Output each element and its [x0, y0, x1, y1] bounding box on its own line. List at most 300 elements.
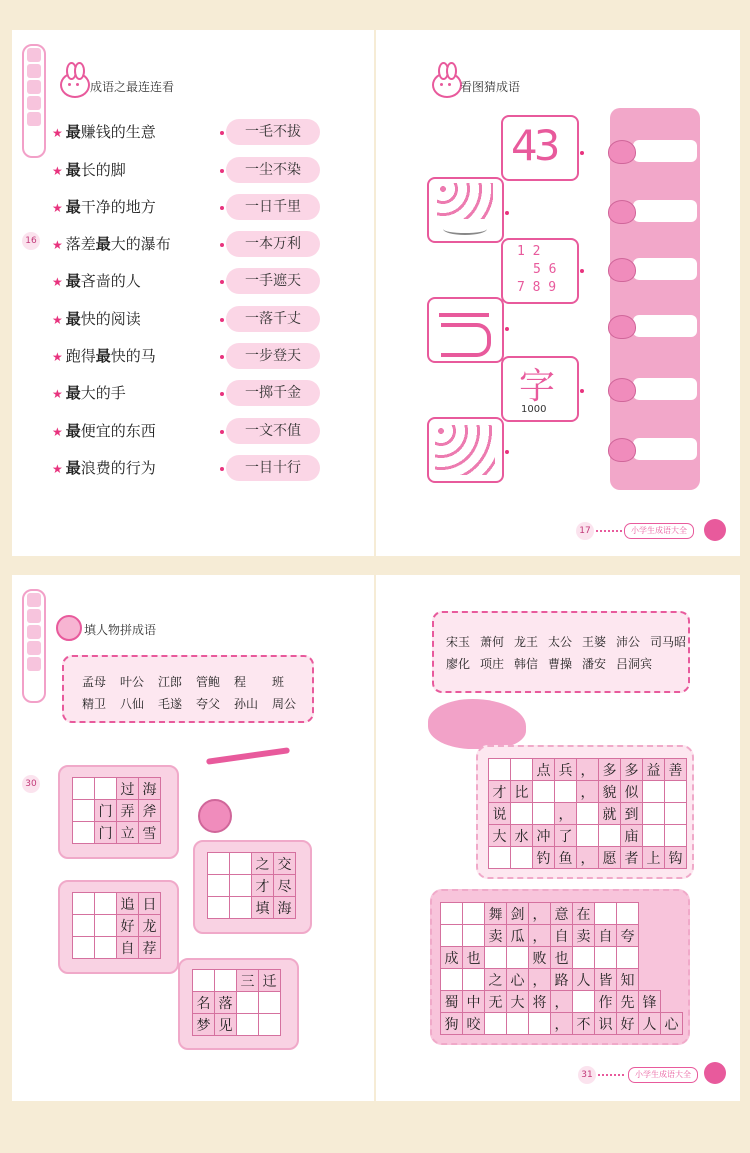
grid-cell: 败: [529, 947, 551, 969]
dog-icon: [608, 438, 636, 462]
clue-item[interactable]: [52, 420, 156, 441]
grid-cell: 兵: [555, 759, 577, 781]
dot: [580, 151, 584, 155]
grid-cell[interactable]: [463, 903, 485, 925]
grid-cell: 过: [117, 778, 139, 800]
grid-cell[interactable]: [208, 897, 230, 919]
grid-cell: 说: [489, 803, 511, 825]
star-icon: ★: [52, 313, 63, 327]
grid-cell: 立: [117, 822, 139, 844]
picture-43-text: 43: [511, 121, 557, 170]
grid-cell[interactable]: [463, 969, 485, 991]
star-icon: ★: [52, 350, 63, 364]
grid-cell[interactable]: [73, 915, 95, 937]
idiom-grid-a: [488, 758, 687, 869]
name-item: 王婆: [582, 635, 607, 649]
dot: [505, 450, 509, 454]
clue-item[interactable]: [52, 159, 126, 180]
grid-cell: 冲: [533, 825, 555, 847]
name-item: 江郎: [158, 675, 183, 689]
grid-cell: 人: [639, 1013, 661, 1035]
grid-cell[interactable]: [573, 991, 595, 1013]
answer-pill[interactable]: 一本万利: [226, 231, 320, 257]
dot: [505, 327, 509, 331]
grid-cell[interactable]: [595, 947, 617, 969]
name-item: 八仙: [120, 697, 145, 711]
grid-cell: 先: [617, 991, 639, 1013]
answer-slot[interactable]: [633, 258, 697, 280]
grid-cell[interactable]: [237, 992, 259, 1014]
answer-pill[interactable]: 一毛不拔: [226, 119, 320, 145]
clue-bold: 最: [65, 198, 81, 216]
grid-cell: 多: [599, 759, 621, 781]
star-icon: ★: [52, 425, 63, 439]
monkey-icon: [198, 799, 232, 833]
clue-post: 干净的地方: [80, 198, 156, 216]
clue-bold: 最: [95, 235, 111, 253]
page-number: 30: [22, 775, 40, 793]
grid-cell: 中: [463, 991, 485, 1013]
grid-cell: 名: [193, 992, 215, 1014]
grid-cell: 善: [665, 759, 687, 781]
names-box: [432, 611, 690, 693]
grid-cell: 落: [215, 992, 237, 1014]
name-item: 廖化: [446, 657, 471, 671]
clue-item[interactable]: [52, 233, 171, 254]
grid-cell: 填: [252, 897, 274, 919]
grid-cell[interactable]: [73, 778, 95, 800]
grid-cell: 貌: [599, 781, 621, 803]
grid-cell[interactable]: [595, 903, 617, 925]
clue-bold: 最: [65, 384, 81, 402]
page-title: 填人物拼成语: [84, 623, 157, 637]
name-item: 叶公: [120, 675, 145, 689]
clue-item[interactable]: [52, 345, 156, 366]
name-item: 宋玉: [446, 635, 471, 649]
grid-cell: 心: [507, 969, 529, 991]
answer-pill[interactable]: 一掷千金: [226, 380, 320, 406]
dot: [580, 389, 584, 393]
grid-cell[interactable]: [577, 803, 599, 825]
clue-post: 赚钱的生意: [80, 123, 156, 141]
numbers-row-1: 1 2: [517, 244, 541, 259]
grid-cell: ，: [551, 991, 573, 1013]
grid-cell: 作: [595, 991, 617, 1013]
clue-pre: 落差: [65, 235, 96, 253]
idiom-grid-1: [72, 777, 161, 844]
grid-cell: 识: [595, 1013, 617, 1035]
grid-cell[interactable]: [441, 969, 463, 991]
grid-cell: 狗: [441, 1013, 463, 1035]
grid-cell: 之: [485, 969, 507, 991]
picture-cows-2: [427, 417, 504, 483]
clue-item[interactable]: [52, 270, 141, 291]
grid-cell: 也: [463, 947, 485, 969]
page-title: 成语之最连连看: [90, 80, 175, 94]
grid-cell: 门: [95, 800, 117, 822]
page-title: 看图猜成语: [460, 80, 521, 94]
grid-cell[interactable]: [441, 925, 463, 947]
answer-pill[interactable]: 一尘不染: [226, 157, 320, 183]
grid-cell[interactable]: [665, 825, 687, 847]
clue-pre: 跑得: [65, 347, 96, 365]
grid-cell: 弄: [117, 800, 139, 822]
grid-cell: 到: [621, 803, 643, 825]
name-item: 潘安: [582, 657, 607, 671]
picture-char: [501, 356, 579, 422]
clue-post: 快的阅读: [80, 310, 141, 328]
footer-label: 小学生成语大全: [628, 1067, 698, 1083]
grid-cell: 成: [441, 947, 463, 969]
name-item: 曹操: [548, 657, 573, 671]
grid-cell: 海: [274, 897, 296, 919]
cow-heads-icon: [435, 425, 495, 475]
page-number: 17: [576, 522, 594, 540]
grid-cell: 之: [252, 853, 274, 875]
grid-cell: 上: [643, 847, 665, 869]
name-item: 孟母: [82, 675, 107, 689]
clue-post: 浪费的行为: [80, 459, 156, 477]
grid-cell: 海: [139, 778, 161, 800]
answer-pill[interactable]: 一目十行: [226, 455, 320, 481]
name-item: 太公: [548, 635, 573, 649]
dot: [220, 467, 224, 471]
grid-cell: 知: [617, 969, 639, 991]
grid-cell: 钩: [665, 847, 687, 869]
clue-item[interactable]: [52, 308, 141, 329]
grid-cell[interactable]: [73, 800, 95, 822]
star-icon: ★: [52, 275, 63, 289]
grid-cell[interactable]: [485, 947, 507, 969]
clue-post: 长的脚: [80, 161, 126, 179]
grid-cell: 龙: [139, 915, 161, 937]
dot: [220, 318, 224, 322]
grid-cell[interactable]: [441, 903, 463, 925]
grid-cell: 皆: [595, 969, 617, 991]
answer-slot[interactable]: [633, 315, 697, 337]
clue-bold: 最: [65, 161, 81, 179]
clue-item[interactable]: [52, 196, 156, 217]
grid-cell[interactable]: [511, 803, 533, 825]
dog-icon: [608, 315, 636, 339]
grid-cell[interactable]: [95, 778, 117, 800]
dot: [220, 131, 224, 135]
grid-cell: 卖: [573, 925, 595, 947]
grid-cell[interactable]: [230, 853, 252, 875]
grid-cell: 点: [533, 759, 555, 781]
lion-logo-icon: [704, 1062, 726, 1084]
clue-post: 大的手: [80, 384, 126, 402]
dot: [220, 280, 224, 284]
answer-slot[interactable]: [633, 378, 697, 400]
dog-icon: [608, 258, 636, 282]
grid-cell[interactable]: [599, 825, 621, 847]
picture-43: [501, 115, 579, 181]
page-number: 16: [22, 232, 40, 250]
grid-cell: ，: [529, 969, 551, 991]
grid-cell[interactable]: [259, 1014, 281, 1036]
star-icon: ★: [52, 387, 63, 401]
grid-cell: ，: [529, 903, 551, 925]
grid-cell: 多: [621, 759, 643, 781]
grid-cell[interactable]: [489, 847, 511, 869]
clue-item[interactable]: [52, 457, 156, 478]
clue-item[interactable]: [52, 121, 156, 142]
name-item: 吕洞宾: [616, 657, 653, 671]
grid-cell[interactable]: [573, 947, 595, 969]
star-icon: ★: [52, 201, 63, 215]
grid-cell[interactable]: [643, 781, 665, 803]
name-item: 司马昭: [650, 635, 687, 649]
name-item: 萧何: [480, 635, 505, 649]
grid-cell: 比: [511, 781, 533, 803]
grid-cell[interactable]: [259, 992, 281, 1014]
answer-pill[interactable]: 一文不值: [226, 418, 320, 444]
grid-cell[interactable]: [665, 803, 687, 825]
grass-icon: [443, 223, 487, 235]
grid-cell: 尽: [274, 875, 296, 897]
dot: [220, 430, 224, 434]
clue-item[interactable]: [52, 382, 126, 403]
dog-icon: [608, 140, 636, 164]
grid-cell[interactable]: [617, 903, 639, 925]
dot: [220, 169, 224, 173]
chapter-tab: [22, 44, 46, 158]
grid-cell: ，: [577, 847, 599, 869]
grid-cell[interactable]: [485, 1013, 507, 1035]
dog-icon: [608, 200, 636, 224]
grid-cell: 不: [573, 1013, 595, 1035]
page-number: 31: [578, 1066, 596, 1084]
clue-bold: 最: [65, 459, 81, 477]
grid-cell[interactable]: [489, 759, 511, 781]
grid-cell[interactable]: [555, 781, 577, 803]
grid-cell[interactable]: [507, 947, 529, 969]
grid-cell: 了: [555, 825, 577, 847]
grid-cell: 门: [95, 822, 117, 844]
cow-heads-icon: [437, 183, 493, 219]
dot: [220, 392, 224, 396]
grid-cell: ，: [577, 781, 599, 803]
answer-slot[interactable]: [633, 438, 697, 460]
name-item: 沛公: [616, 635, 641, 649]
grid-cell[interactable]: [463, 925, 485, 947]
picture-cows: [427, 177, 504, 243]
grid-cell: 就: [599, 803, 621, 825]
grid-cell: 在: [573, 903, 595, 925]
grid-cell: ，: [529, 925, 551, 947]
grid-cell[interactable]: [529, 1013, 551, 1035]
grid-cell[interactable]: [533, 781, 555, 803]
grid-cell: 迁: [259, 970, 281, 992]
grid-cell: 卖: [485, 925, 507, 947]
grid-cell[interactable]: [230, 897, 252, 919]
answer-pill[interactable]: 一手遮天: [226, 268, 320, 294]
grid-cell[interactable]: [577, 825, 599, 847]
grid-cell: 心: [661, 1013, 683, 1035]
clue-bold: 最: [95, 347, 111, 365]
clue-post: 便宜的东西: [80, 422, 156, 440]
grid-cell[interactable]: [507, 1013, 529, 1035]
idiom-grid-3: [72, 892, 161, 959]
grid-cell: 大: [507, 991, 529, 1013]
chapter-tab: [22, 589, 46, 703]
name-item: 孙山: [234, 697, 259, 711]
star-icon: ★: [52, 126, 63, 140]
grid-cell: 日: [139, 893, 161, 915]
rotated-m-shape: [441, 323, 491, 357]
grid-cell: 人: [573, 969, 595, 991]
grid-cell: 斧: [139, 800, 161, 822]
grid-cell: 好: [117, 915, 139, 937]
thousand-text: 1000: [521, 404, 547, 415]
idiom-grid-4: [192, 969, 281, 1036]
footer-label: 小学生成语大全: [624, 523, 694, 539]
grid-cell: 者: [621, 847, 643, 869]
dog-icon: [608, 378, 636, 402]
grid-cell: 将: [529, 991, 551, 1013]
name-item: 程: [234, 675, 247, 689]
grid-cell: 才: [252, 875, 274, 897]
name-item: 夸父: [196, 697, 221, 711]
grid-cell: 见: [215, 1014, 237, 1036]
grid-cell[interactable]: [230, 875, 252, 897]
grid-cell: 好: [617, 1013, 639, 1035]
grid-cell: 似: [621, 781, 643, 803]
name-item: 毛遂: [158, 697, 183, 711]
grid-cell: 益: [643, 759, 665, 781]
dot: [580, 269, 584, 273]
clue-bold: 最: [65, 272, 81, 290]
grid-cell[interactable]: [193, 970, 215, 992]
grid-cell[interactable]: [73, 893, 95, 915]
grid-cell: 交: [274, 853, 296, 875]
char-text: 字: [519, 366, 556, 407]
name-item: 管鲍: [196, 675, 221, 689]
answer-strip: [610, 108, 700, 490]
grid-cell: 追: [117, 893, 139, 915]
grid-cell[interactable]: [617, 947, 639, 969]
grid-cell: 也: [551, 947, 573, 969]
grid-cell: 路: [551, 969, 573, 991]
grid-cell[interactable]: [511, 759, 533, 781]
grid-cell[interactable]: [533, 803, 555, 825]
dot: [220, 355, 224, 359]
grid-cell: 荐: [139, 937, 161, 959]
grid-cell[interactable]: [665, 781, 687, 803]
picture-31: [427, 297, 504, 363]
dolphin-icon: [428, 699, 526, 749]
grid-cell[interactable]: [511, 847, 533, 869]
dot: [505, 211, 509, 215]
picture-numbers: [501, 238, 579, 304]
grid-cell[interactable]: [643, 825, 665, 847]
grid-cell: 咬: [463, 1013, 485, 1035]
name-item: 精卫: [82, 697, 107, 711]
grid-cell: 钓: [533, 847, 555, 869]
grid-cell: 才: [489, 781, 511, 803]
grid-cell: 意: [551, 903, 573, 925]
grid-cell[interactable]: [208, 853, 230, 875]
grid-cell: ，: [555, 803, 577, 825]
grid-cell[interactable]: [215, 970, 237, 992]
footer-dots: [596, 530, 622, 532]
answer-pill[interactable]: 一步登天: [226, 343, 320, 369]
answer-slot[interactable]: [633, 200, 697, 222]
bunny-icon: [432, 72, 462, 98]
grid-cell: 舞: [485, 903, 507, 925]
grid-cell: ，: [551, 1013, 573, 1035]
name-item: 龙王: [514, 635, 539, 649]
star-icon: ★: [52, 462, 63, 476]
grid-cell[interactable]: [237, 1014, 259, 1036]
grid-cell: 愿: [599, 847, 621, 869]
clue-bold: 最: [65, 123, 81, 141]
grid-cell: 三: [237, 970, 259, 992]
grid-cell: 自: [117, 937, 139, 959]
grid-cell: 无: [485, 991, 507, 1013]
grid-cell[interactable]: [208, 875, 230, 897]
footer-dots: [598, 1074, 624, 1076]
star-icon: ★: [52, 164, 63, 178]
grid-cell[interactable]: [95, 937, 117, 959]
clue-post: 快的马: [110, 347, 156, 365]
lion-icon: [56, 615, 82, 641]
name-item: 韩信: [514, 657, 539, 671]
clue-post: 大的瀑布: [110, 235, 171, 253]
idiom-grid-b: [440, 902, 683, 1035]
grid-cell: 鱼: [555, 847, 577, 869]
grid-cell[interactable]: [73, 937, 95, 959]
clue-bold: 最: [65, 422, 81, 440]
grid-cell: 蜀: [441, 991, 463, 1013]
grid-cell: ，: [577, 759, 599, 781]
clue-post: 吝啬的人: [80, 272, 141, 290]
grid-cell: 大: [489, 825, 511, 847]
vine: [206, 747, 290, 765]
dot: [220, 243, 224, 247]
grid-cell: 水: [511, 825, 533, 847]
grid-cell[interactable]: [643, 803, 665, 825]
clue-bold: 最: [65, 310, 81, 328]
numbers-row-3: 7 8 9: [517, 280, 557, 295]
grid-cell: 庙: [621, 825, 643, 847]
answer-pill[interactable]: 一落千丈: [226, 306, 320, 332]
grid-cell: 雪: [139, 822, 161, 844]
grid-cell: 剑: [507, 903, 529, 925]
grid-cell: 梦: [193, 1014, 215, 1036]
lion-logo-icon: [704, 519, 726, 541]
name-item: 项庄: [480, 657, 505, 671]
grid-cell[interactable]: [95, 915, 117, 937]
grid-cell[interactable]: [73, 822, 95, 844]
answer-slot[interactable]: [633, 140, 697, 162]
rotated-mark: [439, 313, 489, 317]
grid-cell[interactable]: [95, 893, 117, 915]
bunny-icon: [60, 72, 90, 98]
grid-cell: 瓜: [507, 925, 529, 947]
idiom-grid-2: [207, 852, 296, 919]
star-icon: ★: [52, 238, 63, 252]
grid-cell: 锋: [639, 991, 661, 1013]
name-item: 班: [272, 675, 285, 689]
numbers-row-2: 5 6: [533, 262, 557, 277]
grid-cell: 夸: [617, 925, 639, 947]
grid-cell: 自: [595, 925, 617, 947]
answer-pill[interactable]: 一日千里: [226, 194, 320, 220]
dot: [220, 206, 224, 210]
name-item: 周公: [272, 697, 297, 711]
